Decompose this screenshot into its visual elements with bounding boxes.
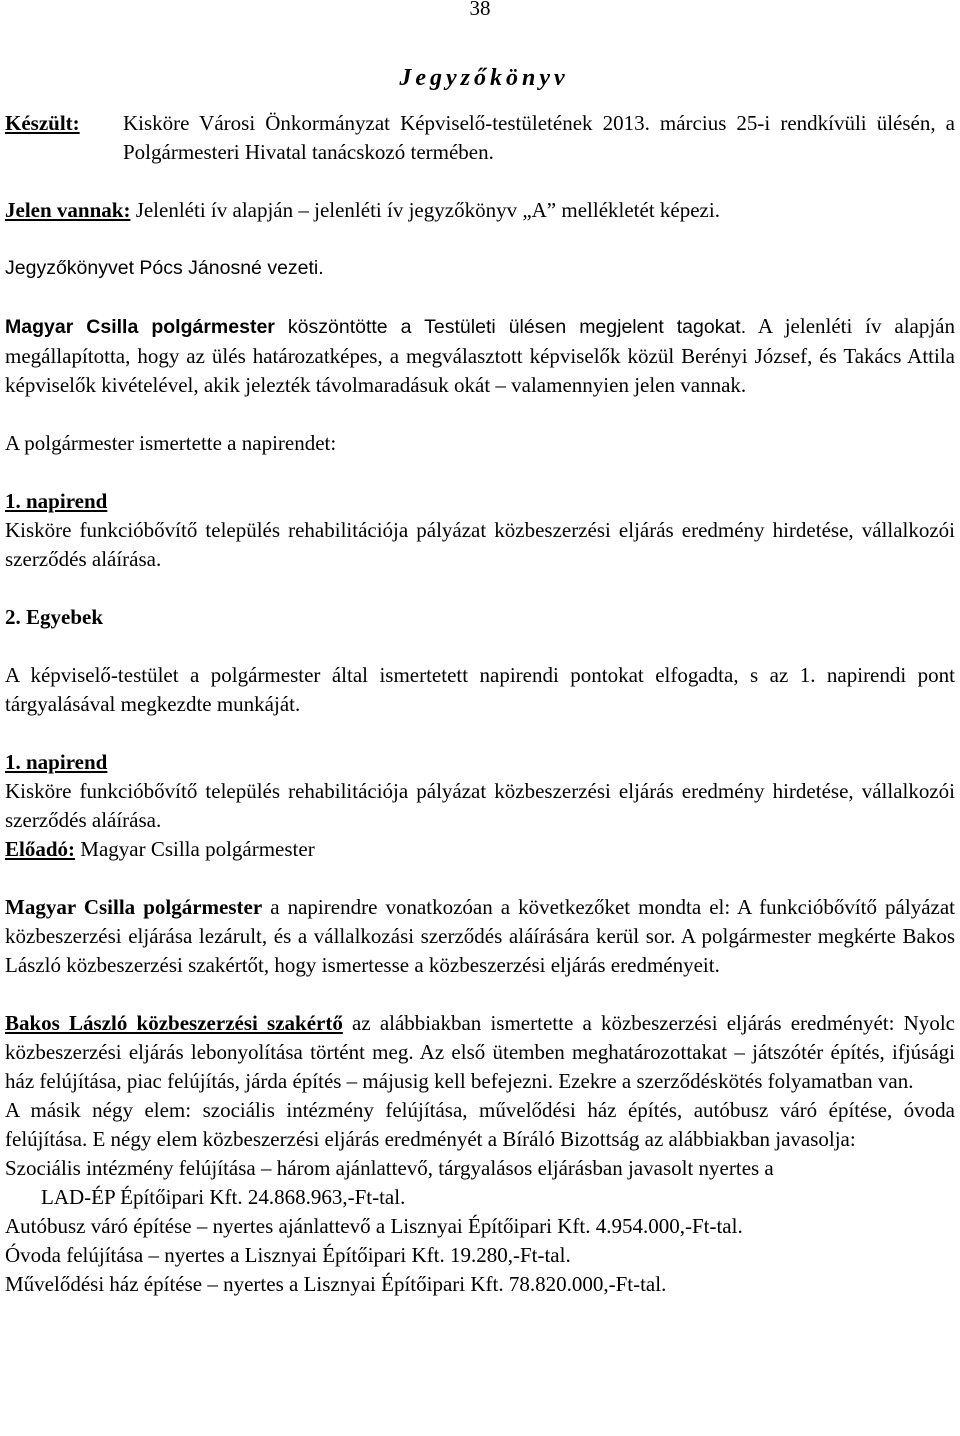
agenda1-label: 1. napirend xyxy=(5,489,108,513)
mayor-speech xyxy=(5,893,955,980)
mayor-speech-text: a napirendre vonatkozóan a következőket mondta el: A funkcióbővítő pályázat közbeszerzési eljárása lezárult, és a vállalkozási szerződés aláírására kerül sor. A polgármester megkérte Bakos László közbeszerzési szakértőt, hogy ismertesse a közbeszerzési eljárás eredményeit. xyxy=(5,895,955,977)
mayor-speaker: Magyar Csilla polgármester xyxy=(5,895,263,919)
elfogadta-text: A képviselő-testület a polgármester által ismertetett napirendi pontokat elfogadta, s az 1. napirendi pont tárgyalásával megkezdte munkáját. xyxy=(5,663,955,716)
expert-speech xyxy=(5,1009,955,1096)
results-list xyxy=(5,1154,955,1299)
eloado-line xyxy=(5,835,955,864)
result-line: Óvoda felújítása – nyertes a Lisznyai Építőipari Kft. 19.280,-Ft-tal. xyxy=(5,1243,571,1267)
page-number: 38 xyxy=(469,0,491,20)
ismertette-text: A polgármester ismertette a napirendet: xyxy=(5,431,337,455)
keszult-section xyxy=(5,109,955,167)
eloado-label: Előadó: xyxy=(5,837,76,861)
expert-speech-text: az alábbiakban ismertette a közbeszerzési eljárás eredményét: Nyolc közbeszerzési eljárás lebonyolítása történt meg. Az első ütemben meghatározottakat – játszótér építés, ifjúsági ház felújítása, piac felújítás, járda építés – májusig kell befejezni. Ezekre a szerződéskötés folyamatban van. xyxy=(5,1011,955,1093)
greeting-rest: A jelenléti ív alapján megállapította, hogy az ülés határozatképes, a megválasztott képviselők közül Berényi József, és Takács Attila képviselők kivételével, akik jelezték távolmaradásuk okát – valamennyien jelen vannak. xyxy=(5,314,956,397)
keszult-text: Kisköre Városi Önkormányzat Képviselő-testületének 2013. március 25-i rendkívüli ülésén, a Polgármesteri Hivatal tanácskozó termében. xyxy=(123,111,955,164)
jelen-label: Jelen vannak: xyxy=(5,198,131,222)
document-title: Jegyzőkönyv xyxy=(399,65,569,91)
greeting-text: köszöntötte a Testületi ülésen megjelent tagokat. xyxy=(274,316,747,338)
keszult-label: Készült: xyxy=(5,111,80,135)
result-line-continued: LAD-ÉP Építőipari Kft. 24.868.963,-Ft-tal. xyxy=(41,1185,406,1209)
agenda2-label: 2. Egyebek xyxy=(5,605,104,629)
expert-speaker: Bakos László közbeszerzési szakértő xyxy=(5,1011,343,1035)
document-page xyxy=(5,0,955,1299)
vezeti-text: Jegyzőkönyvet Pócs Jánosné vezeti. xyxy=(5,257,324,279)
masik-paragraph: A másik négy elem: szociális intézmény felújítása, művelődési ház építés, autóbusz váró építése, óvoda felújítása. E négy elem közbeszerzési eljárás eredményét a Bíráló Bizottság az alábbiakban javasolja: xyxy=(5,1098,955,1151)
jelen-section xyxy=(5,196,955,225)
result-line: Autóbusz váró építése – nyertes ajánlattevő a Lisznyai Építőipari Kft. 4.954.000,-Ft-tal. xyxy=(5,1214,743,1238)
result-line: Művelődési ház építése – nyertes a Lisznyai Építőipari Kft. 78.820.000,-Ft-tal. xyxy=(5,1272,667,1296)
greeting-speaker: Magyar Csilla polgármester xyxy=(5,316,275,338)
result-line: Szociális intézmény felújítása – három ajánlattevő, tárgyalásos eljárásban javasolt nyertes a xyxy=(5,1156,774,1180)
jelen-text: Jelenléti ív alapján – jelenléti ív jegyzőkönyv „A” mellékletét képezi. xyxy=(130,198,720,222)
item1-text: Kisköre funkcióbővítő település rehabilitációja pályázat közbeszerzési eljárás eredmény hirdetése, vállalkozói szerződés aláírása. xyxy=(5,779,955,832)
eloado-name: Magyar Csilla polgármester xyxy=(75,837,315,861)
agenda1-text: Kisköre funkcióbővítő település rehabilitációja pályázat közbeszerzési eljárás eredmény hirdetése, vállalkozói szerződés aláírása. xyxy=(5,518,955,571)
item1-label: 1. napirend xyxy=(5,750,108,774)
greeting-paragraph xyxy=(5,312,955,400)
